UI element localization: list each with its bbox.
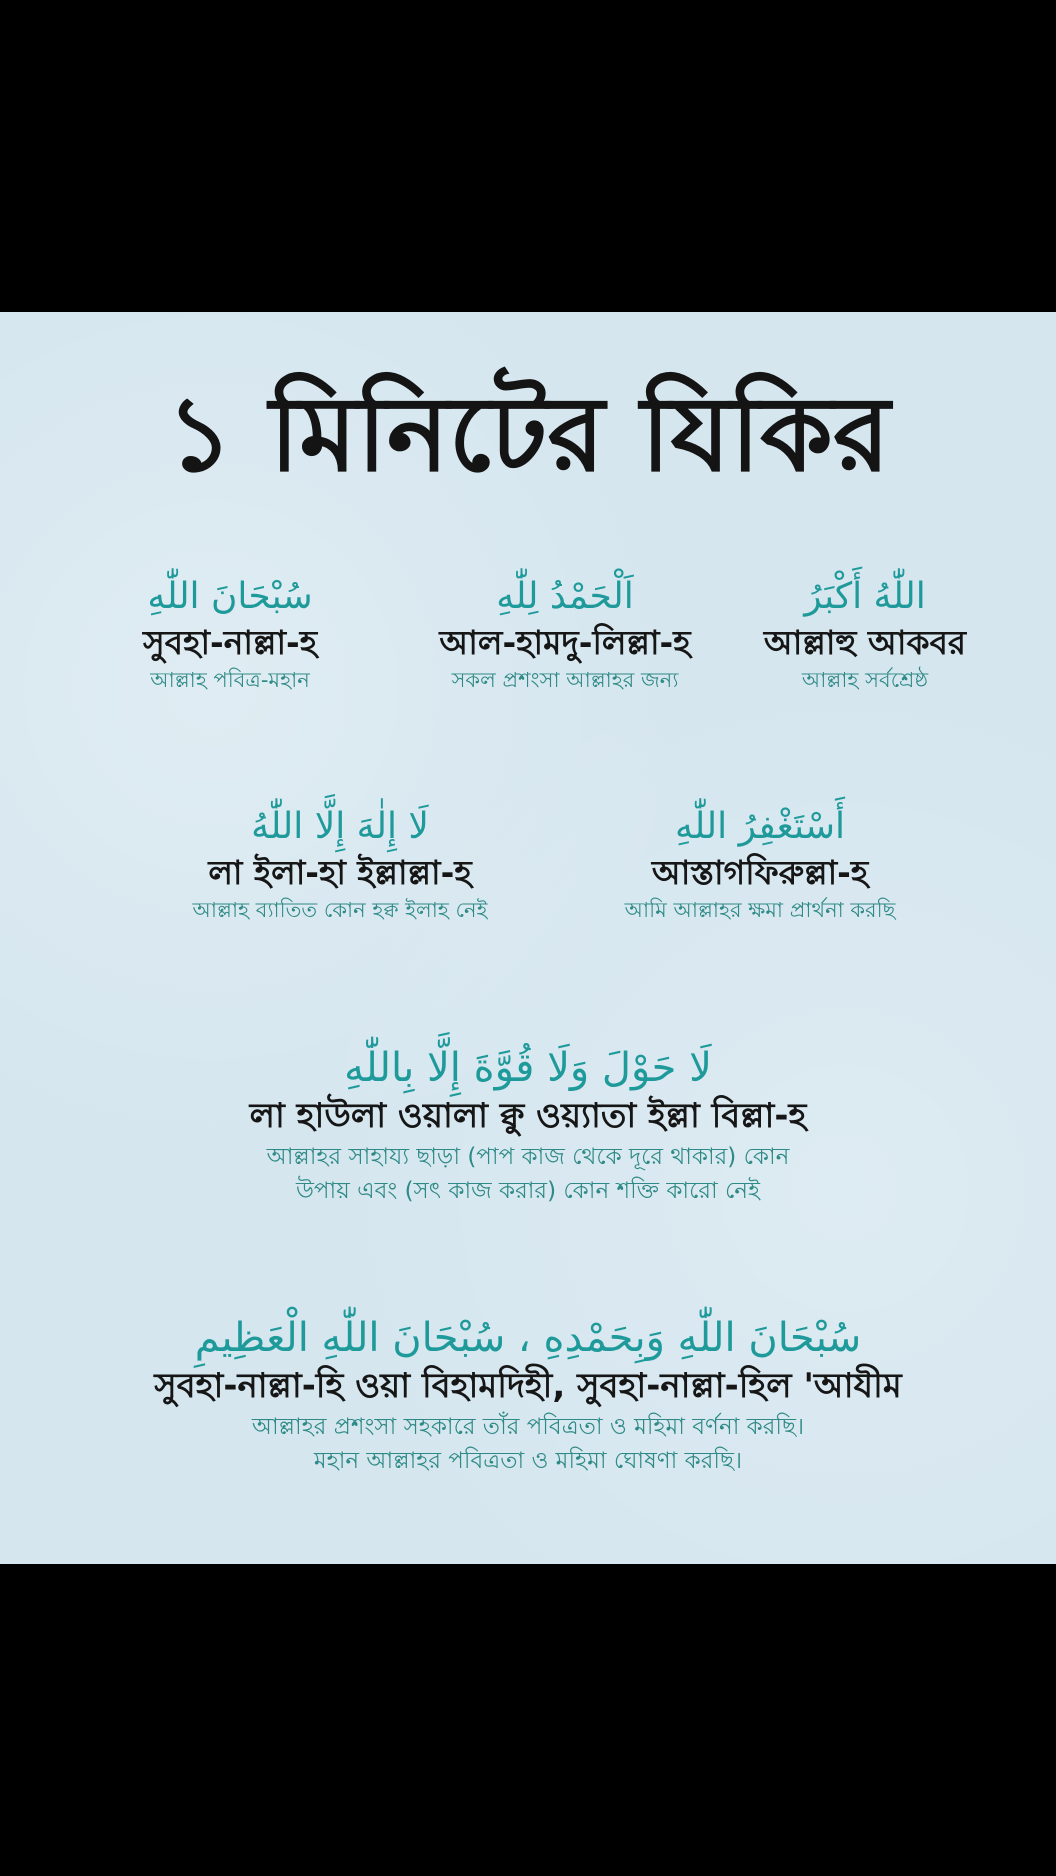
meaning-text: সকল প্রশংসা আল্লাহর জন্য [451, 668, 679, 693]
transliteration-text: সুবহা-নাল্লা-হ [142, 622, 318, 662]
meaning-text: আল্লাহ সর্বশ্রেষ্ঠ [801, 668, 929, 693]
dhikr-subhanallah [80, 574, 380, 697]
arabic-text: اَلْحَمْدُ لِلّٰهِ [496, 576, 634, 617]
arabic-text: سُبْحَانَ اللّٰهِ [147, 576, 313, 617]
arabic-text: سُبْحَانَ اللّٰهِ وَبِحَمْدِهِ ، سُبْحَانَ اللّٰهِ الْعَظِيمِ [194, 1315, 862, 1361]
meaning-text-line-1: আল্লাহর সাহায্য ছাড়া (পাপ কাজ থেকে দূরে থাকার) কোন [266, 1143, 790, 1170]
meaning-text-line-2: মহান আল্লাহর পবিত্রতা ও মহিমা ঘোষণা করছি। [313, 1448, 743, 1475]
meaning-text-line-1: আল্লাহর প্রশংসা সহকারে তাঁর পবিত্রতা ও মহিমা বর্ণনা করছি। [251, 1413, 805, 1440]
arabic-text: لَا إِلٰهَ إِلَّا اللّٰهُ [251, 806, 429, 847]
arabic-text: أَسْتَغْفِرُ اللّٰهِ [674, 806, 846, 847]
meaning-text: আল্লাহ পবিত্র-মহান [150, 668, 310, 693]
dhikr-la-ilaha-illallah [140, 804, 540, 927]
transliteration-text: লা হাউলা ওয়ালা ক্বু ওয়্যাতা ইল্লা বিল্লা-হ [249, 1096, 807, 1136]
dhikr-la-hawla [100, 1042, 956, 1209]
page-title: ১ মিনিটের যিকির [165, 373, 891, 495]
dhikr-subhanallahi-wa-bihamdihi [60, 1312, 996, 1479]
transliteration-text: লা ইলা-হা ইল্লাল্লা-হ [208, 852, 472, 892]
transliteration-text: সুবহা-নাল্লা-হি ওয়া বিহামদিহী, সুবহা-নাল্লা-হিল 'আযীম [154, 1366, 902, 1406]
meaning-text-line-2: উপায় এবং (সৎ কাজ করার) কোন শক্তি কারো নেই [296, 1178, 760, 1205]
meaning-text: আল্লাহ ব্যাতিত কোন হক্ব ইলাহ নেই [192, 898, 488, 923]
dhikr-allahu-akbar [700, 574, 1030, 697]
arabic-text: لَا حَوْلَ وَلَا قُوَّةَ إِلَّا بِاللّٰهِ [344, 1045, 712, 1091]
dhikr-card [0, 312, 1056, 1564]
dhikr-alhamdulillah [400, 574, 730, 697]
arabic-text: اللّٰهُ أَكْبَرُ [804, 576, 926, 617]
transliteration-text: আল্লাহু আকবর [763, 622, 967, 662]
dhikr-astaghfirullah [565, 804, 955, 927]
transliteration-text: আস্তাগফিরুল্লা-হ [651, 852, 869, 892]
transliteration-text: আল-হামদু-লিল্লা-হ [439, 622, 691, 662]
meaning-text: আমি আল্লাহর ক্ষমা প্রার্থনা করছি [624, 898, 896, 923]
